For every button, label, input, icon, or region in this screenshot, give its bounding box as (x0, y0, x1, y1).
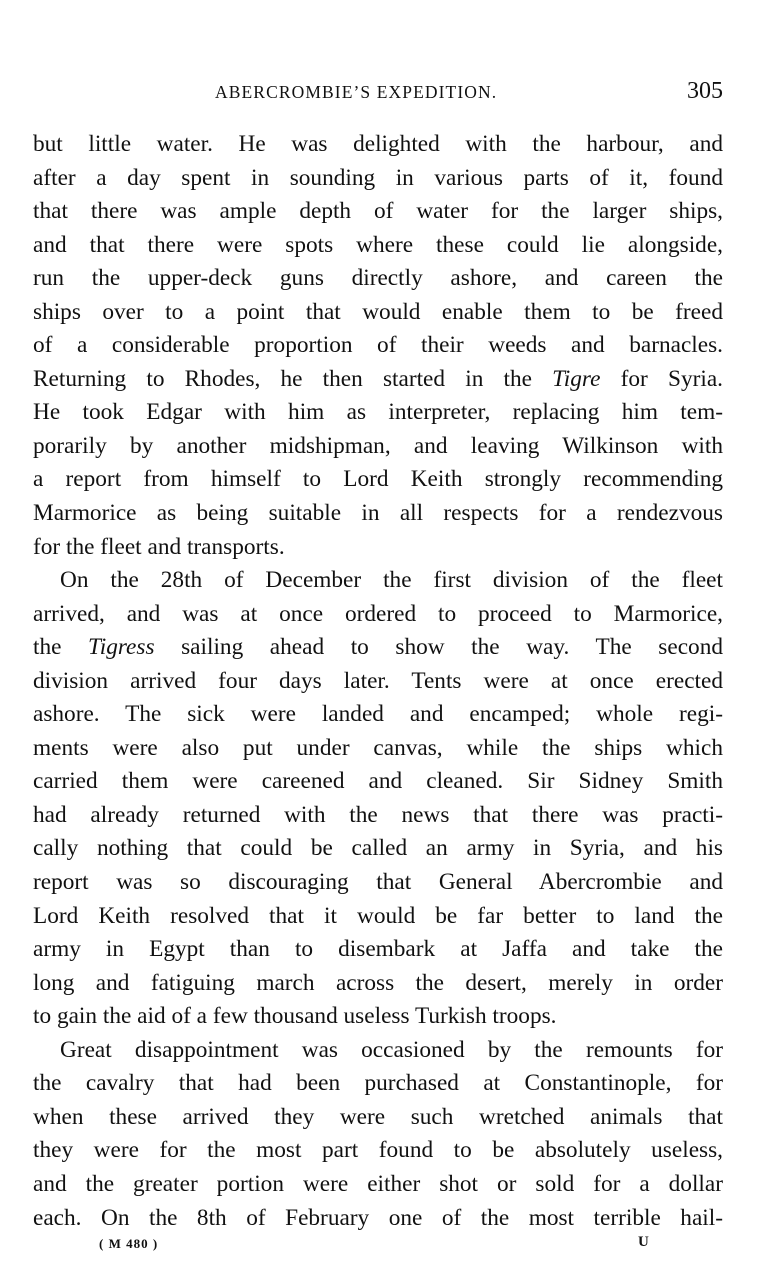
text-segment: for Syria. (600, 365, 723, 392)
text-line: and the greater portion were either shot or sold for a dollar (33, 1170, 723, 1197)
running-title: ABERCROMBIE’S EXPEDITION. (215, 82, 498, 102)
text-line: of a considerable proportion of their weeds and barnacles. (33, 332, 723, 359)
running-head (33, 78, 723, 108)
text-line: a report from himself to Lord Keith strongly recommending (33, 466, 723, 493)
text-line: division arrived four days later. Tents were at once erected (33, 667, 723, 694)
text-line: report was so discouraging that General Abercrombie and (33, 869, 723, 896)
text-line: Lord Keith resolved that it would be far better to land the (33, 902, 723, 929)
text-line: each. On the 8th of February one of the most terrible hail- (33, 1204, 723, 1231)
italic-ship-name: Tigre (552, 365, 601, 392)
text-line: army in Egypt than to disembark at Jaffa and take the (33, 936, 723, 963)
text-line: He took Edgar with him as interpreter, replacing him tem- (33, 399, 723, 426)
text-line: and that there were spots where these could lie alongside, (33, 231, 723, 258)
text-segment: the (33, 634, 89, 661)
text-line: arrived, and was at once ordered to proceed to Marmorice, (33, 600, 723, 627)
text-segment: sailing ahead to show the way. The second (154, 634, 723, 661)
page-number: 305 (687, 78, 723, 104)
text-segment: Returning to Rhodes, he then started in the (33, 365, 553, 392)
text-line: cally nothing that could be called an army in Syria, and his (33, 835, 723, 862)
text-line: after a day spent in sounding in various parts of it, found (33, 164, 723, 191)
book-page (33, 0, 723, 1287)
signature-letter: U (638, 1234, 649, 1250)
text-line (33, 363, 723, 397)
text-line: but little water. He was delighted with the harbour, and (33, 131, 723, 157)
text-line: ashore. The sick were landed and encamped; whole regi- (33, 701, 723, 728)
text-line: when these arrived they were such wretched animals that (33, 1103, 723, 1130)
text-line (33, 631, 723, 665)
text-line: had already returned with the news that there was practi- (33, 801, 723, 828)
text-line: the cavalry that had been purchased at Constantinople, for (33, 1070, 723, 1097)
text-line: that there was ample depth of water for the larger ships, (33, 198, 723, 225)
italic-ship-name: Tigress (88, 634, 155, 661)
text-line: long and fatiguing march across the desert, merely in order (33, 969, 723, 996)
printer-signature-mark: ( M 480 ) (99, 1236, 159, 1251)
text-line: Marmorice as being suitable in all respects for a rendezvous (33, 500, 723, 527)
text-line: Great disappointment was occasioned by the remounts for (60, 1036, 723, 1063)
text-line: ments were also put under canvas, while the ships which (33, 734, 723, 761)
text-line: they were for the most part found to be absolutely useless, (33, 1137, 723, 1164)
text-line: for the fleet and transports. (33, 533, 285, 560)
text-line: run the upper-deck guns directly ashore, and careen the (33, 265, 723, 292)
text-line: On the 28th of December the first division of the fleet (60, 567, 723, 594)
text-line: porarily by another midshipman, and leaving Wilkinson with (33, 432, 723, 459)
text-line: carried them were careened and cleaned. Sir Sidney Smith (33, 768, 723, 795)
text-line: ships over to a point that would enable them to be freed (33, 298, 723, 325)
text-line: to gain the aid of a few thousand useless Turkish troops. (33, 1003, 557, 1030)
body-text (33, 128, 723, 1235)
